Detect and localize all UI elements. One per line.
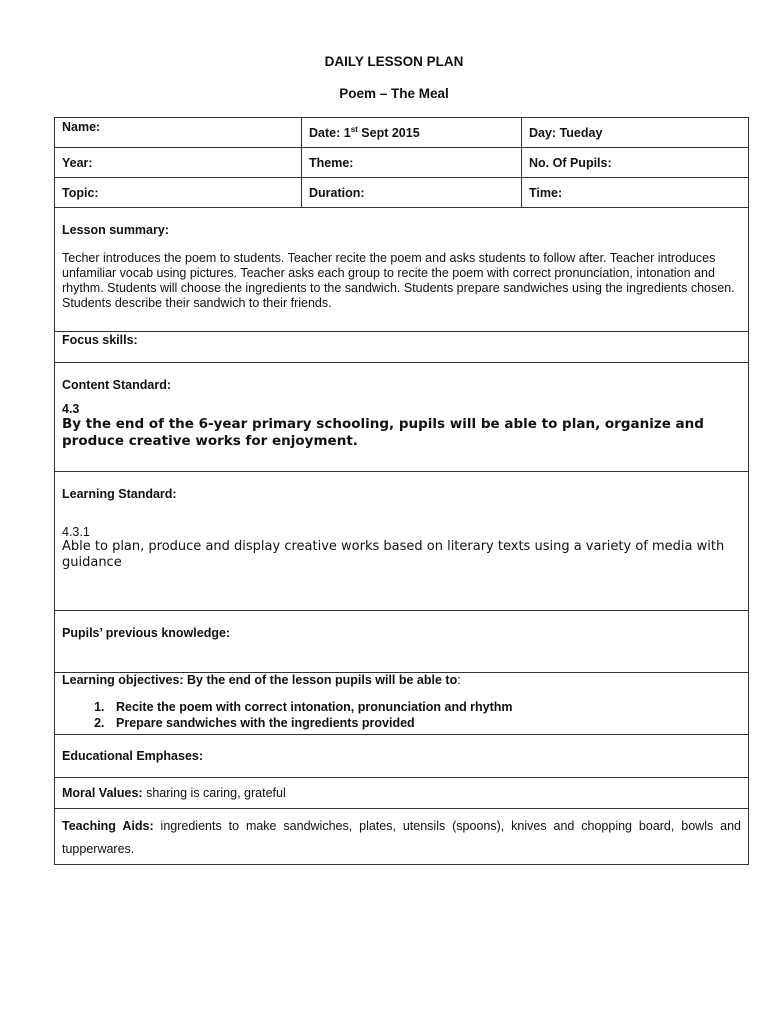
focus-skills-label: Focus skills:: [62, 333, 138, 347]
learning-objectives-label: Learning objectives: By the end of the lesson pupils will be able to: [62, 673, 458, 687]
day-cell: [522, 118, 749, 148]
document-title: DAILY LESSON PLAN: [324, 54, 464, 69]
date-rest: Sept 2015: [357, 126, 420, 140]
pupils-label: No. Of Pupils:: [529, 156, 612, 170]
topic-cell: [55, 178, 302, 208]
learning-objectives-colon: :: [457, 673, 461, 687]
content-standard-text: By the end of the 6-year primary schooling, pupils will be able to plan, organize and produce creative works for enjoyment.: [62, 416, 704, 449]
teaching-aids-text: ingredients to make sandwiches, plates, utensils (spoons), knives and chopping board, bowls and tupperwares.: [62, 819, 741, 856]
educational-emphases-label: Educational Emphases:: [62, 749, 204, 763]
date-cell: [302, 118, 522, 148]
content-standard-row: [55, 363, 749, 472]
moral-values-label: Moral Values:: [62, 786, 143, 800]
lesson-summary-row: [55, 208, 749, 332]
info-row-1: [55, 118, 749, 148]
learning-objectives-row: [55, 673, 749, 735]
learning-objectives-heading: [62, 673, 741, 687]
previous-knowledge-label: Pupils’ previous knowledge:: [62, 626, 231, 640]
moral-values-text: sharing is caring, grateful: [142, 786, 286, 800]
focus-skills-row: [55, 332, 749, 363]
time-cell: [522, 178, 749, 208]
objective-item: 2. Prepare sandwiches with the ingredients provided: [108, 715, 741, 731]
learning-standard-text: Able to plan, produce and display creative works based on literary texts using a variety of media with guidance: [62, 539, 725, 570]
year-label: Year:: [62, 156, 93, 170]
lesson-summary-label: Lesson summary:: [62, 223, 169, 237]
day-label: Day: Tueday: [529, 126, 603, 140]
topic-label: Topic:: [62, 186, 99, 200]
learning-standard-code: 4.3.1: [62, 525, 90, 539]
learning-standard-row: [55, 472, 749, 611]
content-standard-code: 4.3: [62, 402, 80, 416]
duration-cell: [302, 178, 522, 208]
pupils-cell: [522, 148, 749, 178]
content-standard-label: Content Standard:: [62, 378, 172, 392]
teaching-aids-label: Teaching Aids:: [62, 819, 154, 833]
date-label: Date: 1: [309, 126, 351, 140]
date-superscript: st: [350, 124, 358, 134]
name-label: Name:: [62, 120, 101, 134]
educational-emphases-row: [55, 735, 749, 778]
objectives-list: [62, 699, 741, 731]
info-row-3: [55, 178, 749, 208]
previous-knowledge-row: [55, 611, 749, 673]
name-cell: [55, 118, 302, 148]
moral-values-row: [55, 778, 749, 809]
objective-item: 1. Recite the poem with correct intonation, pronunciation and rhythm: [108, 699, 741, 715]
year-cell: [55, 148, 302, 178]
theme-cell: [302, 148, 522, 178]
theme-label: Theme:: [309, 156, 354, 170]
time-label: Time:: [529, 186, 563, 200]
lesson-plan-table: [54, 117, 749, 865]
duration-label: Duration:: [309, 186, 365, 200]
learning-standard-label: Learning Standard:: [62, 487, 177, 501]
teaching-aids-block: [62, 815, 741, 861]
lesson-summary-text: Techer introduces the poem to students. Teacher recite the poem and asks students to follow after. Teacher introduces unfamiliar vocab using pictures. Teacher asks each group to recite the poem with correct pronunciation, intonation and rhythm. Students will choose the ingredients to the sandwich. Students prepare sandwiches using the ingredients chosen. Students describe their sandwich to their friends.: [62, 251, 735, 310]
document-subtitle: Poem – The Meal: [339, 86, 449, 101]
info-row-2: [55, 148, 749, 178]
teaching-aids-row: [55, 809, 749, 865]
